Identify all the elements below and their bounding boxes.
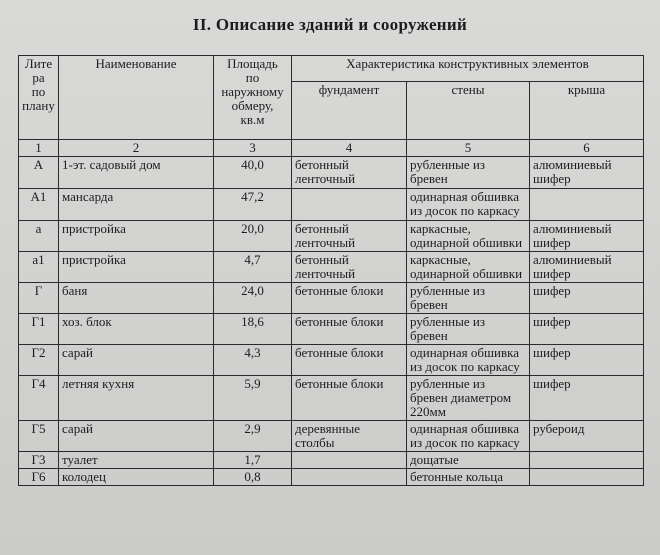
roof-cell: шифер bbox=[530, 283, 644, 314]
area-cell: 5,9 bbox=[214, 376, 292, 421]
column-number: 2 bbox=[59, 140, 214, 157]
walls-cell: рубленные из бревен bbox=[407, 157, 530, 189]
roof-cell bbox=[530, 469, 644, 486]
litera-cell: Г bbox=[19, 283, 59, 314]
table-row bbox=[19, 421, 644, 452]
header-characteristics: Характеристика конструктивных элементов bbox=[292, 56, 644, 82]
walls-cell: бетонные кольца bbox=[407, 469, 530, 486]
area-cell: 47,2 bbox=[214, 189, 292, 221]
roof-cell: алюминиевый шифер bbox=[530, 221, 644, 252]
name-cell: летняя кухня bbox=[59, 376, 214, 421]
header-area: Площадь по наружному обмеру, кв.м bbox=[214, 56, 292, 140]
walls-cell: одинарная обшивка из досок по каркасу bbox=[407, 189, 530, 221]
header-walls: стены bbox=[407, 82, 530, 140]
area-cell: 24,0 bbox=[214, 283, 292, 314]
page-title: II. Описание зданий и сооружений bbox=[192, 15, 468, 34]
header-roof: крыша bbox=[530, 82, 644, 140]
name-cell: хоз. блок bbox=[59, 314, 214, 345]
walls-cell: рубленные из бревен bbox=[407, 283, 530, 314]
name-cell: сарай bbox=[59, 345, 214, 376]
name-cell: пристройка bbox=[59, 221, 214, 252]
table-row bbox=[19, 252, 644, 283]
litera-cell: Г5 bbox=[19, 421, 59, 452]
foundation-cell: бетонный ленточный bbox=[292, 252, 407, 283]
foundation-cell: деревянные столбы bbox=[292, 421, 407, 452]
walls-cell: одинарная обшивка из досок по каркасу bbox=[407, 421, 530, 452]
litera-cell: А bbox=[19, 157, 59, 189]
area-cell: 18,6 bbox=[214, 314, 292, 345]
roof-cell bbox=[530, 452, 644, 469]
walls-cell: каркасные, одинарной обшивки bbox=[407, 252, 530, 283]
name-cell: пристройка bbox=[59, 252, 214, 283]
roof-cell: шифер bbox=[530, 376, 644, 421]
table-row bbox=[19, 314, 644, 345]
roof-cell bbox=[530, 189, 644, 221]
table-row bbox=[19, 189, 644, 221]
area-cell: 4,7 bbox=[214, 252, 292, 283]
name-cell: мансарда bbox=[59, 189, 214, 221]
table-row bbox=[19, 469, 644, 486]
foundation-cell: бетонные блоки bbox=[292, 314, 407, 345]
column-number: 4 bbox=[292, 140, 407, 157]
litera-cell: А1 bbox=[19, 189, 59, 221]
foundation-cell: бетонные блоки bbox=[292, 345, 407, 376]
area-cell: 40,0 bbox=[214, 157, 292, 189]
column-number: 3 bbox=[214, 140, 292, 157]
roof-cell: алюминиевый шифер bbox=[530, 157, 644, 189]
foundation-cell bbox=[292, 469, 407, 486]
foundation-cell: бетонный ленточный bbox=[292, 221, 407, 252]
name-cell: баня bbox=[59, 283, 214, 314]
name-cell: колодец bbox=[59, 469, 214, 486]
table-row bbox=[19, 157, 644, 189]
litera-cell: Г4 bbox=[19, 376, 59, 421]
walls-cell: дощатые bbox=[407, 452, 530, 469]
header-foundation: фундамент bbox=[292, 82, 407, 140]
header-litera: Лите ра по плану bbox=[19, 56, 59, 140]
table-row bbox=[19, 283, 644, 314]
name-cell: сарай bbox=[59, 421, 214, 452]
foundation-cell: бетонные блоки bbox=[292, 283, 407, 314]
area-cell: 4,3 bbox=[214, 345, 292, 376]
table-row bbox=[19, 221, 644, 252]
litera-cell: Г1 bbox=[19, 314, 59, 345]
walls-cell: каркасные, одинарной обшивки bbox=[407, 221, 530, 252]
area-cell: 20,0 bbox=[214, 221, 292, 252]
litera-cell: Г2 bbox=[19, 345, 59, 376]
roof-cell: шифер bbox=[530, 345, 644, 376]
header-name: Наименование bbox=[59, 56, 214, 140]
column-number: 5 bbox=[407, 140, 530, 157]
walls-cell: рубленные из бревен диаметром 220мм bbox=[407, 376, 530, 421]
table-row bbox=[19, 345, 644, 376]
table-row bbox=[19, 452, 644, 469]
column-numbers-row bbox=[19, 140, 644, 157]
foundation-cell: бетонные блоки bbox=[292, 376, 407, 421]
foundation-cell: бетонный ленточный bbox=[292, 157, 407, 189]
area-cell: 2,9 bbox=[214, 421, 292, 452]
foundation-cell bbox=[292, 452, 407, 469]
roof-cell: алюминиевый шифер bbox=[530, 252, 644, 283]
litera-cell: а1 bbox=[19, 252, 59, 283]
walls-cell: одинарная обшивка из досок по каркасу bbox=[407, 345, 530, 376]
roof-cell: шифер bbox=[530, 314, 644, 345]
foundation-cell bbox=[292, 189, 407, 221]
litera-cell: а bbox=[19, 221, 59, 252]
litera-cell: Г3 bbox=[19, 452, 59, 469]
name-cell: 1-эт. садовый дом bbox=[59, 157, 214, 189]
area-cell: 0,8 bbox=[214, 469, 292, 486]
column-number: 1 bbox=[19, 140, 59, 157]
table-body bbox=[19, 157, 644, 486]
column-number: 6 bbox=[530, 140, 644, 157]
litera-cell: Г6 bbox=[19, 469, 59, 486]
buildings-table bbox=[18, 55, 644, 486]
area-cell: 1,7 bbox=[214, 452, 292, 469]
name-cell: туалет bbox=[59, 452, 214, 469]
table-row bbox=[19, 376, 644, 421]
walls-cell: рубленные из бревен bbox=[407, 314, 530, 345]
roof-cell: рубероид bbox=[530, 421, 644, 452]
